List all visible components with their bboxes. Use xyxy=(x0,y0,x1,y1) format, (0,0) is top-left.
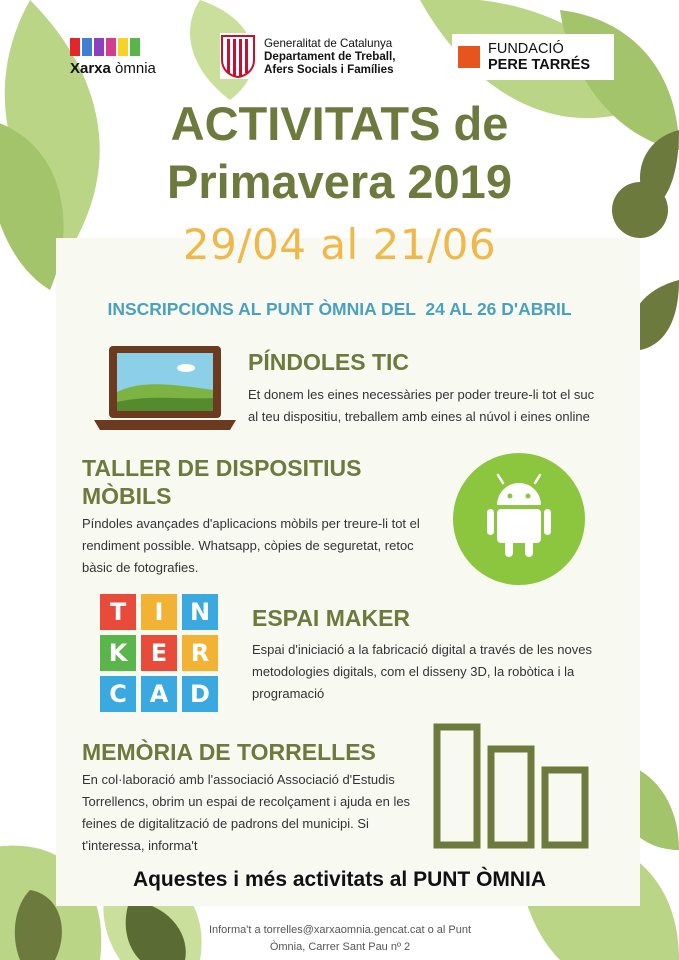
tinkercad-letter: I xyxy=(141,594,177,630)
section-memoria-text xyxy=(82,769,432,857)
text-line: Píndoles avançades d'aplicacions mòbils per treure-li tot el xyxy=(82,516,420,531)
section-mobils-text xyxy=(82,513,442,579)
text-line: En col·laboració amb l'associació Associació d'Estudis xyxy=(82,772,395,787)
color-bar xyxy=(130,38,140,56)
tinkercad-letter: E xyxy=(141,635,177,671)
section-espai-maker-text xyxy=(252,639,632,705)
fpt-line-1: FUNDACIÓ xyxy=(488,41,564,57)
fundacio-pere-tarres-logo xyxy=(452,34,614,80)
xarxa-omnia-logo xyxy=(70,38,182,78)
section-memoria-title: MEMÒRIA DE TORRELLES xyxy=(82,739,376,765)
text-line: t'interessa, informa't xyxy=(82,838,198,853)
color-bar xyxy=(94,38,104,56)
tinkercad-letter: N xyxy=(182,594,218,630)
text-line: Espai d'iniciació a la fabricació digital a través de les noves xyxy=(252,642,592,657)
generalitat-line-1: Generalitat de Catalunya xyxy=(264,36,393,50)
title-line: MÒBILS xyxy=(82,483,172,509)
text-line: bàsic de fotografies. xyxy=(82,560,199,575)
tinkercad-letter: R xyxy=(182,635,218,671)
section-espai-maker-title: ESPAI MAKER xyxy=(252,605,411,631)
section-pindoles-tic-title: PÍNDOLES TIC xyxy=(248,349,410,375)
fpt-line-2: PERE TARRÉS xyxy=(488,57,591,73)
generalitat-line-2: Departament de Treball, xyxy=(264,49,396,63)
laptop-icon xyxy=(92,344,238,432)
tinkercad-letter: A xyxy=(141,676,177,712)
footer-contact xyxy=(180,922,500,956)
fpt-square-icon xyxy=(458,46,480,68)
text-line: feines de digitalització de padrons del municipi. Si xyxy=(82,816,369,831)
text-line: al teu dispositiu, treballem amb eines al núvol i eines online xyxy=(248,409,590,424)
section-pindoles-tic-text xyxy=(248,384,628,428)
bar-chart-icon xyxy=(432,722,592,850)
dates: 29/04 al 21/06 xyxy=(182,220,497,269)
title-line: TALLER DE DISPOSITIUS xyxy=(82,455,362,481)
generalitat-shield-icon xyxy=(220,34,256,78)
color-bar xyxy=(82,38,92,56)
color-bar xyxy=(70,38,80,56)
color-bar xyxy=(118,38,128,56)
text-line: Torrellencs, obrim un espai de recolçament i ajuda en les xyxy=(82,794,411,809)
android-icon xyxy=(453,453,585,585)
tinkercad-letter: T xyxy=(100,594,136,630)
footer-line: Informa't a torrelles@xarxaomnia.gencat.cat o al Punt xyxy=(208,924,472,936)
tinkercad-letter: D xyxy=(182,676,218,712)
inscriptions-banner: INSCRIPCIONS AL PUNT ÒMNIA DEL 24 AL 26 D'ABRIL xyxy=(107,299,572,319)
xarxa-logo-text: Xarxa òmnia xyxy=(70,60,156,77)
tinkercad-letter: K xyxy=(100,635,136,671)
closing-statement: Aquestes i més activitats al PUNT ÒMNIA xyxy=(132,868,547,891)
generalitat-line-3: Afers Socials i Famílies xyxy=(264,62,394,76)
tinkercad-logo xyxy=(100,594,218,712)
text-line: rendiment possible. Whatsapp, còpies de seguretat, retoc xyxy=(82,538,414,553)
section-mobils-title xyxy=(82,454,361,510)
tinkercad-letter: C xyxy=(100,676,136,712)
text-line: metodologies digitals, com el disseny 3D, la robòtica i la xyxy=(252,664,575,679)
xarxa-color-bars xyxy=(70,38,182,56)
title-line-1: ACTIVITATS de xyxy=(170,97,509,150)
footer-line: Òmnia, Carrer Sant Pau nº 2 xyxy=(269,941,411,953)
text-line: programació xyxy=(252,686,325,701)
color-bar xyxy=(106,38,116,56)
title-line-2: Primavera 2019 xyxy=(167,155,512,208)
text-line: Et donem les eines necessàries per poder treure-li tot el suc xyxy=(248,387,595,402)
generalitat-logo xyxy=(220,33,430,79)
